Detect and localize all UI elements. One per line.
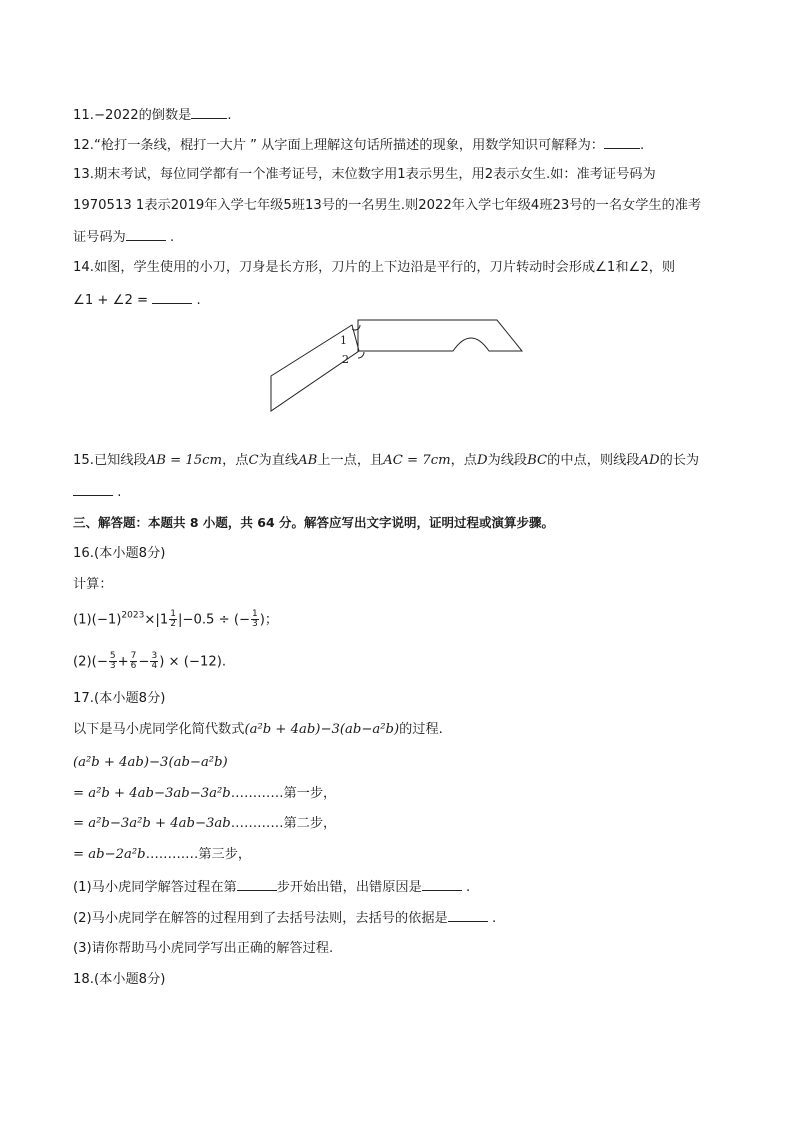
question-17-step1: = a²b + 4ab−3ab−3a²b…………第一步， (73, 786, 337, 801)
knife-figure (268, 316, 528, 416)
angle-1-label: 1 (340, 334, 347, 347)
answer-blank[interactable] (422, 878, 462, 891)
question-17-step2: = a²b−3a²b + 4ab−3ab…………第二步， (73, 816, 337, 831)
knife-handle (358, 320, 522, 351)
question-15-line2: . (73, 483, 121, 502)
question-17-sub2: (2)马小虎同学在解答的过程用到了去括号法则，去括号的依据是 . (73, 911, 497, 926)
question-14-line2: ∠1 + ∠2 = . (73, 293, 201, 308)
fraction: $\frac{3}{4}$ (151, 651, 158, 671)
angle-1-arc (352, 325, 360, 330)
fraction: $\frac{5}{3}$ (109, 651, 116, 671)
question-18-header: 18.(本小题8分) (73, 972, 166, 987)
question-17-sub1: (1)马小虎同学解答过程在第 步开始出错，出错原因是 . (73, 880, 471, 895)
question-16-header: 16.(本小题8分) (73, 546, 166, 561)
question-16-part1: $(1)(-1)^{2023}\times|1$ $\frac{1}{2}$ |−0.5 ÷ (− $\frac{1}{3}$ )； (73, 609, 279, 629)
answer-blank[interactable] (604, 136, 640, 149)
question-17-intro: 以下是马小虎同学化简代数式(a²b + 4ab)−3(ab−a²b)的过程. (73, 722, 443, 737)
question-16-intro: 计算： (73, 577, 113, 592)
question-17-step3: = ab−2a²b…………第三步， (73, 847, 252, 862)
answer-blank[interactable] (73, 483, 113, 496)
question-12: 12.“枪打一条线，棍打一大片 ” 从字面上理解这句话所描述的现象，用数学知识可解释为： . (73, 138, 645, 153)
answer-blank[interactable] (191, 106, 227, 119)
question-17-header: 17.(本小题8分) (73, 691, 166, 706)
fraction: $\frac{1}{3}$ (252, 609, 258, 629)
fraction: $\frac{7}{6}$ (130, 651, 137, 671)
answer-blank[interactable] (448, 909, 488, 922)
question-16-part2: (2)(− $\frac{5}{3}$ + $\frac{7}{6}$ − $\frac{3}{4}$ ) × (−12). (73, 651, 227, 671)
section-3-heading: 三、解答题：本题共 8 小题，共 64 分。解答应写出文字说明，证明过程或演算步骤。 (73, 515, 555, 530)
question-13-line2: 1970513 1表示2019年入学七年级5班13号的一名男生.则2022年入学七年级4班23号的一名女学生的准考 (73, 198, 702, 213)
question-15-line1: 15.已知线段AB = 15cm，点C为直线AB上一点，且AC = 7cm，点D为线段BC的中点，则线段AD的长为 (73, 453, 700, 468)
angle-2-label: 2 (342, 353, 349, 366)
answer-blank[interactable] (126, 228, 166, 241)
question-17-sub3: (3)请你帮助马小虎同学写出正确的解答过程. (73, 941, 334, 956)
question-17-expression: (a²b + 4ab)−3(ab−a²b) (73, 755, 228, 770)
question-13-line3: 证号码为 . (73, 230, 175, 245)
fraction: $\frac{1}{2}$ (170, 609, 176, 629)
question-14-line1: 14.如图，学生使用的小刀，刀身是长方形，刀片的上下边沿是平行的，刀片转动时会形成∠1和∠2，则 (73, 260, 676, 275)
question-11: 11.−2022的倒数是 . (73, 108, 232, 123)
question-13-line1: 13.期末考试，每位同学都有一个准考证号，末位数字用1表示男生，用2表示女生.如：准考证号码为 (73, 167, 656, 182)
angle-2-arc (358, 352, 364, 358)
answer-blank[interactable] (237, 878, 277, 891)
answer-blank[interactable] (152, 291, 192, 304)
